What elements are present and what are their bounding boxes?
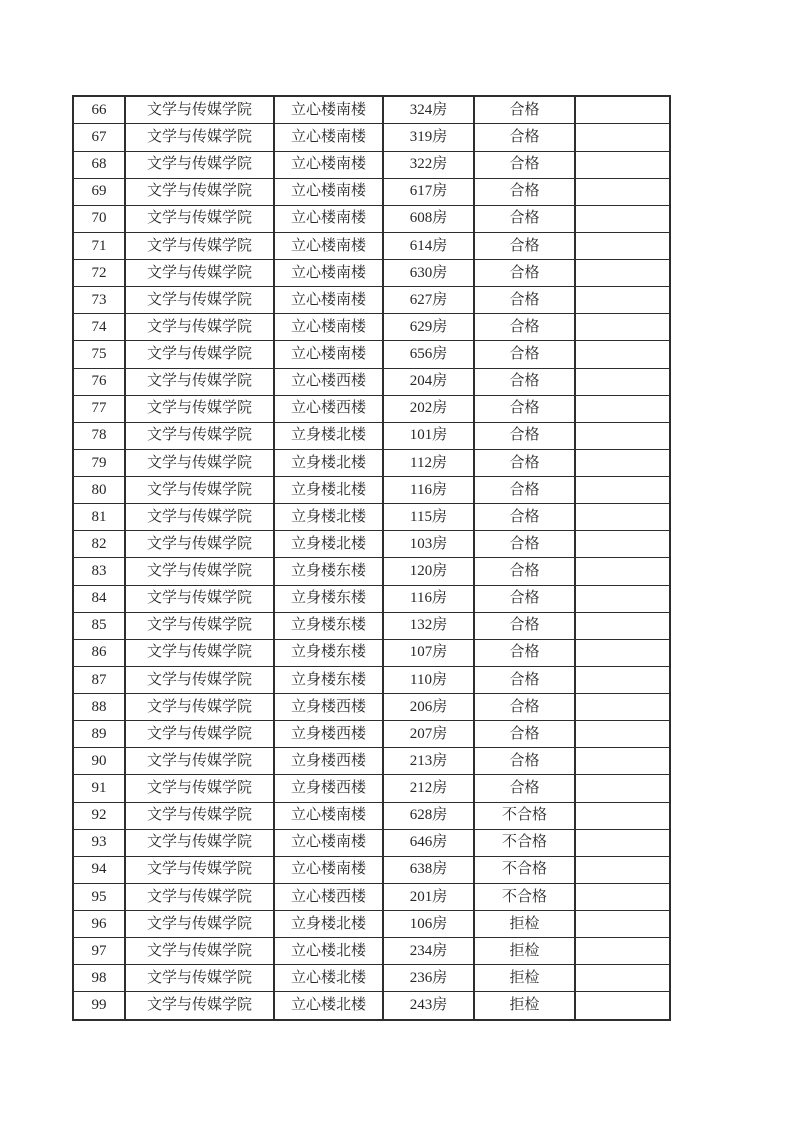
table-row (73, 449, 670, 476)
cell-inspection-result: 不合格 (474, 883, 575, 910)
cell-serial-number: 67 (73, 124, 125, 151)
cell-college-name: 文学与传媒学院 (125, 314, 274, 341)
cell-room-number: 110房 (383, 666, 474, 693)
cell-college-name: 文学与传媒学院 (125, 232, 274, 259)
cell-serial-number: 87 (73, 666, 125, 693)
cell-remarks (575, 287, 670, 314)
cell-remarks (575, 721, 670, 748)
cell-remarks (575, 748, 670, 775)
cell-building-name: 立心楼南楼 (274, 314, 383, 341)
cell-building-name: 立心楼南楼 (274, 124, 383, 151)
cell-room-number: 319房 (383, 124, 474, 151)
cell-inspection-result: 合格 (474, 96, 575, 124)
cell-inspection-result: 合格 (474, 477, 575, 504)
table-row (73, 504, 670, 531)
table-row (73, 477, 670, 504)
cell-room-number: 324房 (383, 96, 474, 124)
table-row (73, 883, 670, 910)
cell-inspection-result: 合格 (474, 395, 575, 422)
cell-inspection-result: 合格 (474, 124, 575, 151)
cell-building-name: 立身楼北楼 (274, 422, 383, 449)
cell-college-name: 文学与传媒学院 (125, 666, 274, 693)
cell-inspection-result: 合格 (474, 639, 575, 666)
cell-remarks (575, 612, 670, 639)
cell-inspection-result: 合格 (474, 341, 575, 368)
table-row (73, 938, 670, 965)
table-row (73, 422, 670, 449)
table-row (73, 666, 670, 693)
cell-college-name: 文学与传媒学院 (125, 639, 274, 666)
table-row (73, 314, 670, 341)
cell-remarks (575, 639, 670, 666)
cell-inspection-result: 拒检 (474, 992, 575, 1020)
cell-college-name: 文学与传媒学院 (125, 124, 274, 151)
cell-remarks (575, 802, 670, 829)
cell-inspection-result: 不合格 (474, 856, 575, 883)
cell-room-number: 638房 (383, 856, 474, 883)
cell-college-name: 文学与传媒学院 (125, 856, 274, 883)
cell-remarks (575, 585, 670, 612)
cell-serial-number: 76 (73, 368, 125, 395)
table-row (73, 585, 670, 612)
cell-inspection-result: 合格 (474, 775, 575, 802)
cell-inspection-result: 合格 (474, 612, 575, 639)
cell-inspection-result: 合格 (474, 558, 575, 585)
cell-room-number: 629房 (383, 314, 474, 341)
cell-inspection-result: 合格 (474, 585, 575, 612)
table-row (73, 368, 670, 395)
table-row (73, 531, 670, 558)
cell-serial-number: 85 (73, 612, 125, 639)
cell-college-name: 文学与传媒学院 (125, 395, 274, 422)
cell-remarks (575, 395, 670, 422)
cell-room-number: 234房 (383, 938, 474, 965)
cell-serial-number: 68 (73, 151, 125, 178)
cell-remarks (575, 368, 670, 395)
cell-inspection-result: 合格 (474, 694, 575, 721)
cell-serial-number: 83 (73, 558, 125, 585)
cell-room-number: 207房 (383, 721, 474, 748)
cell-college-name: 文学与传媒学院 (125, 965, 274, 992)
cell-room-number: 630房 (383, 260, 474, 287)
cell-remarks (575, 260, 670, 287)
cell-building-name: 立身楼东楼 (274, 639, 383, 666)
cell-college-name: 文学与传媒学院 (125, 775, 274, 802)
cell-remarks (575, 829, 670, 856)
table-row (73, 205, 670, 232)
table-row (73, 558, 670, 585)
cell-building-name: 立身楼北楼 (274, 504, 383, 531)
cell-college-name: 文学与传媒学院 (125, 883, 274, 910)
cell-serial-number: 79 (73, 449, 125, 476)
cell-college-name: 文学与传媒学院 (125, 205, 274, 232)
cell-remarks (575, 992, 670, 1020)
cell-room-number: 213房 (383, 748, 474, 775)
cell-inspection-result: 合格 (474, 260, 575, 287)
cell-inspection-result: 不合格 (474, 802, 575, 829)
cell-college-name: 文学与传媒学院 (125, 368, 274, 395)
cell-remarks (575, 151, 670, 178)
cell-building-name: 立身楼北楼 (274, 477, 383, 504)
cell-serial-number: 99 (73, 992, 125, 1020)
cell-serial-number: 84 (73, 585, 125, 612)
cell-college-name: 文学与传媒学院 (125, 341, 274, 368)
cell-college-name: 文学与传媒学院 (125, 178, 274, 205)
cell-room-number: 236房 (383, 965, 474, 992)
cell-serial-number: 96 (73, 911, 125, 938)
table-row (73, 260, 670, 287)
cell-serial-number: 74 (73, 314, 125, 341)
cell-building-name: 立心楼南楼 (274, 341, 383, 368)
table-row (73, 694, 670, 721)
cell-inspection-result: 合格 (474, 368, 575, 395)
cell-inspection-result: 合格 (474, 205, 575, 232)
cell-inspection-result: 合格 (474, 151, 575, 178)
cell-building-name: 立心楼南楼 (274, 802, 383, 829)
cell-room-number: 132房 (383, 612, 474, 639)
cell-remarks (575, 96, 670, 124)
cell-remarks (575, 775, 670, 802)
cell-inspection-result: 合格 (474, 748, 575, 775)
table-row (73, 992, 670, 1020)
cell-room-number: 115房 (383, 504, 474, 531)
cell-room-number: 243房 (383, 992, 474, 1020)
table-row (73, 395, 670, 422)
table-row (73, 856, 670, 883)
cell-serial-number: 82 (73, 531, 125, 558)
table-row (73, 748, 670, 775)
cell-serial-number: 73 (73, 287, 125, 314)
cell-inspection-result: 合格 (474, 287, 575, 314)
cell-building-name: 立身楼东楼 (274, 666, 383, 693)
cell-serial-number: 95 (73, 883, 125, 910)
cell-serial-number: 90 (73, 748, 125, 775)
cell-remarks (575, 965, 670, 992)
cell-serial-number: 71 (73, 232, 125, 259)
cell-building-name: 立心楼西楼 (274, 368, 383, 395)
cell-inspection-result: 合格 (474, 531, 575, 558)
table-row (73, 829, 670, 856)
cell-serial-number: 66 (73, 96, 125, 124)
cell-college-name: 文学与传媒学院 (125, 721, 274, 748)
cell-remarks (575, 449, 670, 476)
cell-building-name: 立身楼东楼 (274, 585, 383, 612)
cell-remarks (575, 314, 670, 341)
cell-serial-number: 72 (73, 260, 125, 287)
cell-room-number: 204房 (383, 368, 474, 395)
cell-serial-number: 78 (73, 422, 125, 449)
cell-serial-number: 77 (73, 395, 125, 422)
table-row (73, 151, 670, 178)
cell-building-name: 立身楼北楼 (274, 449, 383, 476)
cell-remarks (575, 232, 670, 259)
cell-college-name: 文学与传媒学院 (125, 477, 274, 504)
cell-building-name: 立心楼南楼 (274, 178, 383, 205)
cell-building-name: 立身楼西楼 (274, 775, 383, 802)
cell-building-name: 立身楼东楼 (274, 612, 383, 639)
table-row (73, 965, 670, 992)
cell-serial-number: 80 (73, 477, 125, 504)
cell-serial-number: 69 (73, 178, 125, 205)
cell-college-name: 文学与传媒学院 (125, 748, 274, 775)
cell-remarks (575, 694, 670, 721)
cell-remarks (575, 911, 670, 938)
table-row (73, 341, 670, 368)
cell-remarks (575, 883, 670, 910)
cell-college-name: 文学与传媒学院 (125, 829, 274, 856)
cell-building-name: 立心楼北楼 (274, 938, 383, 965)
cell-college-name: 文学与传媒学院 (125, 96, 274, 124)
cell-room-number: 112房 (383, 449, 474, 476)
cell-building-name: 立心楼北楼 (274, 965, 383, 992)
cell-room-number: 322房 (383, 151, 474, 178)
cell-building-name: 立身楼西楼 (274, 748, 383, 775)
cell-inspection-result: 拒检 (474, 911, 575, 938)
table-row (73, 775, 670, 802)
cell-remarks (575, 477, 670, 504)
cell-room-number: 608房 (383, 205, 474, 232)
cell-building-name: 立身楼北楼 (274, 911, 383, 938)
table-row (73, 802, 670, 829)
cell-college-name: 文学与传媒学院 (125, 151, 274, 178)
cell-room-number: 206房 (383, 694, 474, 721)
cell-serial-number: 89 (73, 721, 125, 748)
cell-college-name: 文学与传媒学院 (125, 449, 274, 476)
cell-remarks (575, 531, 670, 558)
cell-room-number: 116房 (383, 585, 474, 612)
cell-building-name: 立心楼南楼 (274, 260, 383, 287)
cell-inspection-result: 合格 (474, 721, 575, 748)
table-body (73, 96, 670, 1020)
cell-college-name: 文学与传媒学院 (125, 992, 274, 1020)
table-row (73, 911, 670, 938)
cell-room-number: 107房 (383, 639, 474, 666)
cell-building-name: 立身楼东楼 (274, 558, 383, 585)
cell-remarks (575, 341, 670, 368)
table-row (73, 721, 670, 748)
cell-serial-number: 70 (73, 205, 125, 232)
table-row (73, 178, 670, 205)
cell-building-name: 立身楼北楼 (274, 531, 383, 558)
cell-remarks (575, 178, 670, 205)
cell-building-name: 立心楼西楼 (274, 883, 383, 910)
cell-inspection-result: 合格 (474, 666, 575, 693)
cell-building-name: 立心楼北楼 (274, 992, 383, 1020)
cell-room-number: 656房 (383, 341, 474, 368)
cell-college-name: 文学与传媒学院 (125, 802, 274, 829)
cell-room-number: 212房 (383, 775, 474, 802)
cell-college-name: 文学与传媒学院 (125, 504, 274, 531)
cell-remarks (575, 938, 670, 965)
cell-inspection-result: 拒检 (474, 938, 575, 965)
cell-room-number: 201房 (383, 883, 474, 910)
cell-inspection-result: 合格 (474, 232, 575, 259)
cell-room-number: 617房 (383, 178, 474, 205)
cell-room-number: 101房 (383, 422, 474, 449)
cell-serial-number: 81 (73, 504, 125, 531)
cell-serial-number: 97 (73, 938, 125, 965)
cell-serial-number: 88 (73, 694, 125, 721)
cell-inspection-result: 不合格 (474, 829, 575, 856)
table-row (73, 287, 670, 314)
cell-college-name: 文学与传媒学院 (125, 531, 274, 558)
cell-building-name: 立心楼南楼 (274, 287, 383, 314)
cell-college-name: 文学与传媒学院 (125, 558, 274, 585)
cell-remarks (575, 856, 670, 883)
cell-building-name: 立心楼西楼 (274, 395, 383, 422)
inspection-results-table (72, 95, 671, 1021)
cell-building-name: 立心楼南楼 (274, 232, 383, 259)
cell-room-number: 614房 (383, 232, 474, 259)
cell-serial-number: 94 (73, 856, 125, 883)
cell-inspection-result: 合格 (474, 314, 575, 341)
cell-college-name: 文学与传媒学院 (125, 911, 274, 938)
cell-college-name: 文学与传媒学院 (125, 938, 274, 965)
table-row (73, 232, 670, 259)
cell-remarks (575, 124, 670, 151)
cell-serial-number: 91 (73, 775, 125, 802)
cell-remarks (575, 422, 670, 449)
cell-college-name: 文学与传媒学院 (125, 287, 274, 314)
cell-college-name: 文学与传媒学院 (125, 612, 274, 639)
table-row (73, 124, 670, 151)
cell-inspection-result: 合格 (474, 449, 575, 476)
cell-building-name: 立心楼南楼 (274, 205, 383, 232)
cell-college-name: 文学与传媒学院 (125, 585, 274, 612)
cell-room-number: 627房 (383, 287, 474, 314)
cell-building-name: 立心楼南楼 (274, 96, 383, 124)
cell-remarks (575, 504, 670, 531)
cell-room-number: 116房 (383, 477, 474, 504)
cell-college-name: 文学与传媒学院 (125, 694, 274, 721)
cell-serial-number: 98 (73, 965, 125, 992)
cell-remarks (575, 205, 670, 232)
cell-inspection-result: 拒检 (474, 965, 575, 992)
cell-room-number: 120房 (383, 558, 474, 585)
cell-college-name: 文学与传媒学院 (125, 260, 274, 287)
cell-building-name: 立心楼南楼 (274, 151, 383, 178)
cell-room-number: 646房 (383, 829, 474, 856)
cell-room-number: 106房 (383, 911, 474, 938)
cell-serial-number: 92 (73, 802, 125, 829)
cell-room-number: 103房 (383, 531, 474, 558)
cell-remarks (575, 666, 670, 693)
cell-building-name: 立心楼南楼 (274, 829, 383, 856)
table-row (73, 639, 670, 666)
cell-serial-number: 75 (73, 341, 125, 368)
cell-inspection-result: 合格 (474, 504, 575, 531)
cell-room-number: 628房 (383, 802, 474, 829)
cell-college-name: 文学与传媒学院 (125, 422, 274, 449)
cell-inspection-result: 合格 (474, 178, 575, 205)
cell-remarks (575, 558, 670, 585)
cell-room-number: 202房 (383, 395, 474, 422)
cell-serial-number: 93 (73, 829, 125, 856)
cell-building-name: 立身楼西楼 (274, 694, 383, 721)
cell-building-name: 立身楼西楼 (274, 721, 383, 748)
cell-building-name: 立心楼南楼 (274, 856, 383, 883)
cell-inspection-result: 合格 (474, 422, 575, 449)
table-row (73, 96, 670, 124)
cell-serial-number: 86 (73, 639, 125, 666)
table-row (73, 612, 670, 639)
